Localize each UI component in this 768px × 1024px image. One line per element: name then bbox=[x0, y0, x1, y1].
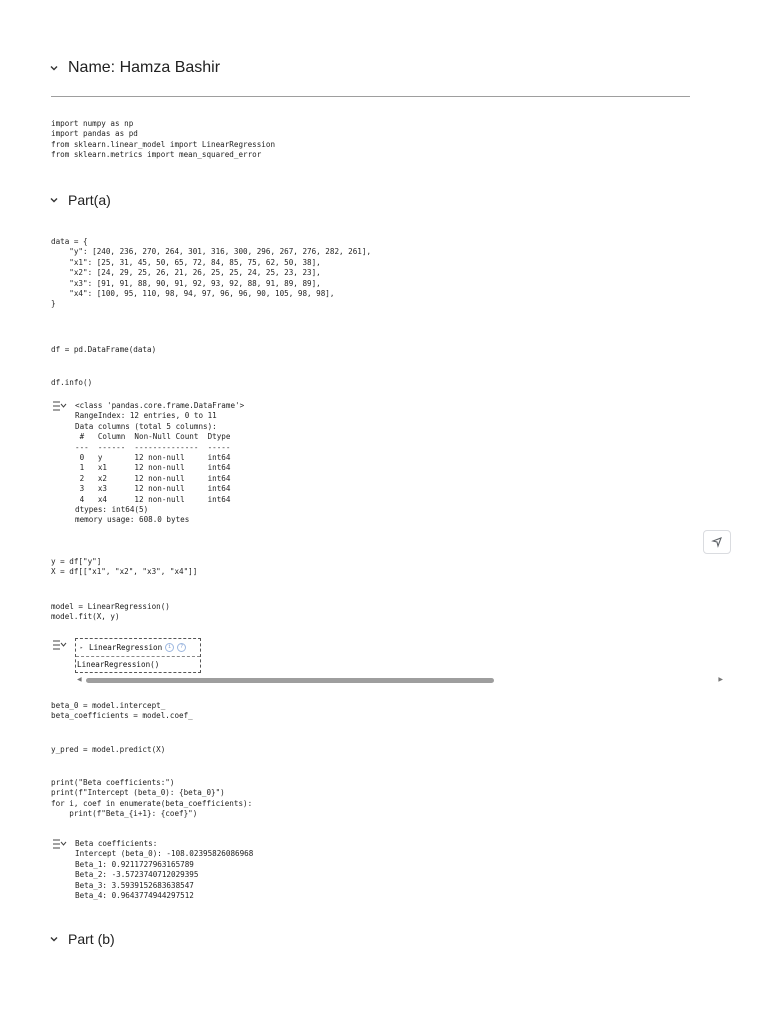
chevron-down-icon[interactable] bbox=[48, 194, 60, 206]
section-title: Part (b) bbox=[68, 931, 115, 947]
code-cell-model-fit[interactable] bbox=[51, 602, 170, 623]
output-expand-icon[interactable] bbox=[51, 639, 67, 651]
code-line: print(f"Intercept (beta_0): {beta_0}") bbox=[51, 788, 225, 798]
output-info bbox=[75, 401, 244, 526]
estimator-display[interactable] bbox=[75, 638, 201, 673]
code-cell-betas[interactable] bbox=[51, 701, 193, 722]
output-line: --- ------ -------------- ----- bbox=[75, 442, 231, 452]
output-line: # Column Non-Null Count Dtype bbox=[75, 432, 231, 442]
code-cell-xy[interactable] bbox=[51, 557, 197, 578]
scrollbar-thumb[interactable] bbox=[86, 678, 494, 683]
pin-icon bbox=[710, 535, 724, 549]
output-expand-icon[interactable] bbox=[51, 400, 67, 412]
output-line: RangeIndex: 12 entries, 0 to 11 bbox=[75, 411, 217, 421]
code-line: for i, coef in enumerate(beta_coefficients): bbox=[51, 798, 253, 808]
code-line: model = LinearRegression() bbox=[51, 602, 170, 611]
code-line: beta_0 = model.intercept_ bbox=[51, 701, 166, 710]
divider bbox=[51, 96, 690, 97]
estimator-repr: LinearRegression() bbox=[77, 660, 160, 669]
code-line: "x4": [100, 95, 110, 98, 94, 97, 96, 96, 90, 105, 98, 98], bbox=[51, 288, 335, 298]
code-line: import numpy as np bbox=[51, 119, 134, 128]
code-line: df.info() bbox=[51, 378, 93, 387]
code-cell-info[interactable] bbox=[51, 378, 92, 388]
estimator-header[interactable] bbox=[80, 643, 186, 652]
code-line: X = df[["x1", "x2", "x3", "x4"]] bbox=[51, 567, 198, 577]
section-heading-name bbox=[48, 59, 220, 77]
output-line: dtypes: int64(5) bbox=[75, 504, 149, 514]
disclosure-triangle-icon[interactable]: ▸ bbox=[80, 644, 84, 651]
estimator-title: LinearRegression bbox=[89, 643, 163, 652]
output-line: Beta_3: 3.5939152683638547 bbox=[75, 880, 194, 890]
code-line: "x1": [25, 31, 45, 50, 65, 72, 84, 85, 75, 62, 50, 38], bbox=[51, 257, 321, 267]
code-line: y = df["y"] bbox=[51, 557, 102, 566]
chevron-down-icon[interactable] bbox=[48, 62, 60, 74]
code-line: model.fit(X, y) bbox=[51, 612, 120, 622]
code-cell-dataframe[interactable] bbox=[51, 345, 156, 355]
output-line: Beta_1: 0.9211727963165789 bbox=[75, 859, 194, 869]
code-line: from sklearn.metrics import mean_squared_error bbox=[51, 150, 262, 160]
output-line: <class 'pandas.core.frame.DataFrame'> bbox=[75, 401, 245, 410]
help-icon[interactable]: ? bbox=[177, 643, 186, 652]
code-line: print(f"Beta_{i+1}: {coef}") bbox=[51, 809, 198, 819]
output-line: 0 y 12 non-null int64 bbox=[75, 452, 231, 462]
code-line: df = pd.DataFrame(data) bbox=[51, 345, 157, 354]
output-expand-icon[interactable] bbox=[51, 838, 67, 850]
section-title: Part(a) bbox=[68, 192, 111, 208]
output-line: 3 x3 12 non-null int64 bbox=[75, 484, 231, 494]
page-title: Name: Hamza Bashir bbox=[68, 59, 221, 76]
code-line: "x2": [24, 29, 25, 26, 21, 26, 25, 25, 24, 25, 23, 23], bbox=[51, 268, 321, 278]
output-line: Data columns (total 5 columns): bbox=[75, 421, 217, 431]
output-line: Intercept (beta_0): -108.02395826086968 bbox=[75, 849, 254, 859]
code-line: beta_coefficients = model.coef_ bbox=[51, 711, 193, 721]
code-line: } bbox=[51, 299, 56, 309]
output-line: Beta_4: 0.9643774944297512 bbox=[75, 890, 194, 900]
code-line: y_pred = model.predict(X) bbox=[51, 745, 166, 754]
info-icon[interactable]: i bbox=[165, 643, 174, 652]
code-cell-predict[interactable] bbox=[51, 745, 165, 755]
code-line: print("Beta coefficients:") bbox=[51, 778, 175, 787]
chevron-down-icon[interactable] bbox=[48, 933, 60, 945]
code-cell-imports[interactable] bbox=[51, 119, 275, 161]
code-cell-data[interactable] bbox=[51, 237, 371, 310]
scroll-right-icon[interactable]: ▶ bbox=[718, 677, 723, 683]
output-line: 4 x4 12 non-null int64 bbox=[75, 494, 231, 504]
section-heading-part-a bbox=[48, 192, 111, 208]
section-heading-part-b bbox=[48, 931, 115, 947]
code-cell-print[interactable] bbox=[51, 778, 252, 820]
divider bbox=[76, 656, 200, 657]
output-coefficients bbox=[75, 839, 253, 901]
output-line: memory usage: 608.0 bytes bbox=[75, 515, 190, 525]
code-line: "x3": [91, 91, 88, 90, 91, 92, 93, 92, 88, 91, 89, 89], bbox=[51, 278, 321, 288]
code-line: import pandas as pd bbox=[51, 129, 138, 139]
code-line: data = { bbox=[51, 237, 88, 246]
code-line: "y": [240, 236, 270, 264, 301, 316, 300, 296, 267, 276, 282, 261], bbox=[51, 247, 372, 257]
code-line: from sklearn.linear_model import LinearRegression bbox=[51, 139, 276, 149]
output-line: 2 x2 12 non-null int64 bbox=[75, 473, 231, 483]
output-line: 1 x1 12 non-null int64 bbox=[75, 463, 231, 473]
output-line: Beta_2: -3.5723740712029395 bbox=[75, 870, 199, 880]
scroll-left-icon[interactable]: ◀ bbox=[77, 677, 82, 683]
floating-pin-button[interactable] bbox=[703, 530, 731, 554]
output-line: Beta coefficients: bbox=[75, 839, 158, 848]
horizontal-scrollbar[interactable] bbox=[75, 677, 725, 684]
